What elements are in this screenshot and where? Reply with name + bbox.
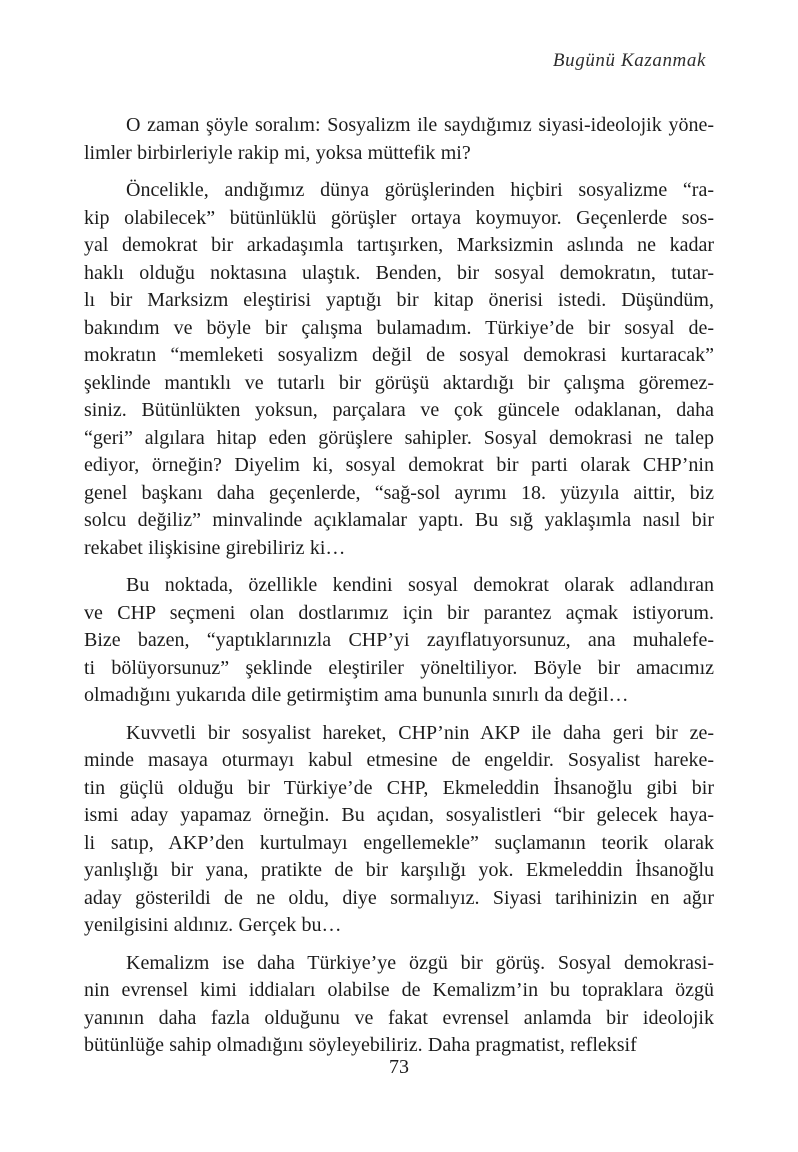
text-line: Öncelikle, andığımız dünya görüşlerinden hiçbiri sosyalizme “ra- — [126, 179, 714, 201]
paragraph — [84, 950, 714, 1060]
text-line: yanının daha fazla olduğunu ve fakat evrensel anlamda bir ideolojik — [84, 1006, 714, 1029]
text-line: Bize bazen, “yaptıklarınızla CHP’yi zayıflatıyorsunuz, ana muhalefe- — [84, 629, 714, 651]
paragraph — [84, 112, 714, 167]
text-line: Bu noktada, özellikle kendini sosyal demokrat olarak adlandıran — [126, 574, 714, 596]
text-line: kip olabilecek” bütünlüklü görüşler ortaya koymuyor. Geçenlerde sos- — [84, 206, 714, 229]
paragraph — [84, 177, 714, 562]
text-line: ediyor, örneğin? Diyelim ki, sosyal demokrat bir parti olarak CHP’nin — [84, 454, 714, 476]
text-line: aday gösterildi de ne oldu, diye sormalıyız. Siyasi tarihinizin en ağır — [84, 886, 714, 909]
paragraph — [84, 720, 714, 940]
text-line: olmadığını yukarıda dile getirmiştim ama bununla sınırlı da değil… — [84, 684, 629, 706]
text-line: yal demokrat bir arkadaşımla tartışırken, Marksizmin aslında ne kadar — [84, 234, 714, 256]
text-line: li satıp, AKP’den kurtulmayı engellemekle” suçlamanın teorik olarak — [84, 831, 714, 854]
text-line: ismi aday yapamaz örneğin. Bu açıdan, sosyalistleri “bir gelecek haya- — [84, 804, 714, 826]
text-line: bütünlüğe sahip olmadığını söyleyebiliriz. Daha pragmatist, refleksif — [84, 1034, 637, 1056]
text-line: siniz. Bütünlükten yoksun, parçalara ve çok güncele odaklanan, daha — [84, 399, 714, 421]
text-line: haklı olduğu noktasına ulaştık. Benden, bir sosyal demokratın, tutar- — [84, 261, 714, 284]
text-line: solcu değiliz” minvalinde açıklamalar yaptı. Bu sığ yaklaşımla nasıl bir — [84, 509, 714, 531]
text-line: “geri” algılara hitap eden görüşlere sahipler. Sosyal demokrasi ne talep — [84, 426, 714, 449]
text-line: nin evrensel kimi iddiaları olabilse de Kemalizm’in bu topraklara özgü — [84, 979, 714, 1001]
text-line: yenilgisini aldınız. Gerçek bu… — [84, 914, 342, 936]
text-line: rekabet ilişkisine girebiliriz ki… — [84, 536, 346, 559]
text-line: minde masaya oturmayı kabul etmesine de engeldir. Sosyalist hareke- — [84, 749, 714, 771]
text-line: Kemalizm ise daha Türkiye’ye özgü bir görüş. Sosyal demokrasi- — [126, 951, 714, 974]
text-line: tin güçlü olduğu bir Türkiye’de CHP, Ekmeleddin İhsanoğlu gibi bir — [84, 776, 714, 799]
running-header: Bugünü Kazanmak — [552, 50, 706, 71]
body-text — [84, 112, 714, 1060]
page-number: 73 — [389, 1056, 409, 1078]
paragraph — [84, 572, 714, 710]
text-line: limler birbirleriyle rakip mi, yoksa müttefik mi? — [84, 141, 471, 164]
text-line: lı bir Marksizm eleştirisi yaptığı bir kitap önerisi istedi. Düşündüm, — [84, 289, 714, 311]
text-line: ve CHP seçmeni olan dostlarımız için bir parantez açmak istiyorum. — [84, 601, 714, 624]
text-line: şeklinde mantıklı ve tutarlı bir görüşü aktardığı bir çalışma göremez- — [84, 371, 714, 394]
text-line: ti bölüyorsunuz” şeklinde eleştiriler yöneltiliyor. Böyle bir amacımız — [84, 656, 714, 679]
text-line: mokratın “memleketi sosyalizm değil de sosyal demokrasi kurtaracak” — [84, 344, 714, 366]
text-line: Kuvvetli bir sosyalist hareket, CHP’nin AKP ile daha geri bir ze- — [126, 721, 714, 744]
text-line: O zaman şöyle soralım: Sosyalizm ile saydığımız siyasi-ideolojik yöne- — [126, 114, 714, 136]
text-line: bakındım ve böyle bir çalışma bulamadım. Türkiye’de bir sosyal de- — [84, 316, 714, 339]
text-line: yanlışlığı bir yana, pratikte de bir karşılığı yok. Ekmeleddin İhsanoğlu — [84, 859, 714, 881]
text-line: genel başkanı daha geçenlerde, “sağ-sol ayrımı 18. yüzyıla aittir, biz — [84, 481, 714, 504]
